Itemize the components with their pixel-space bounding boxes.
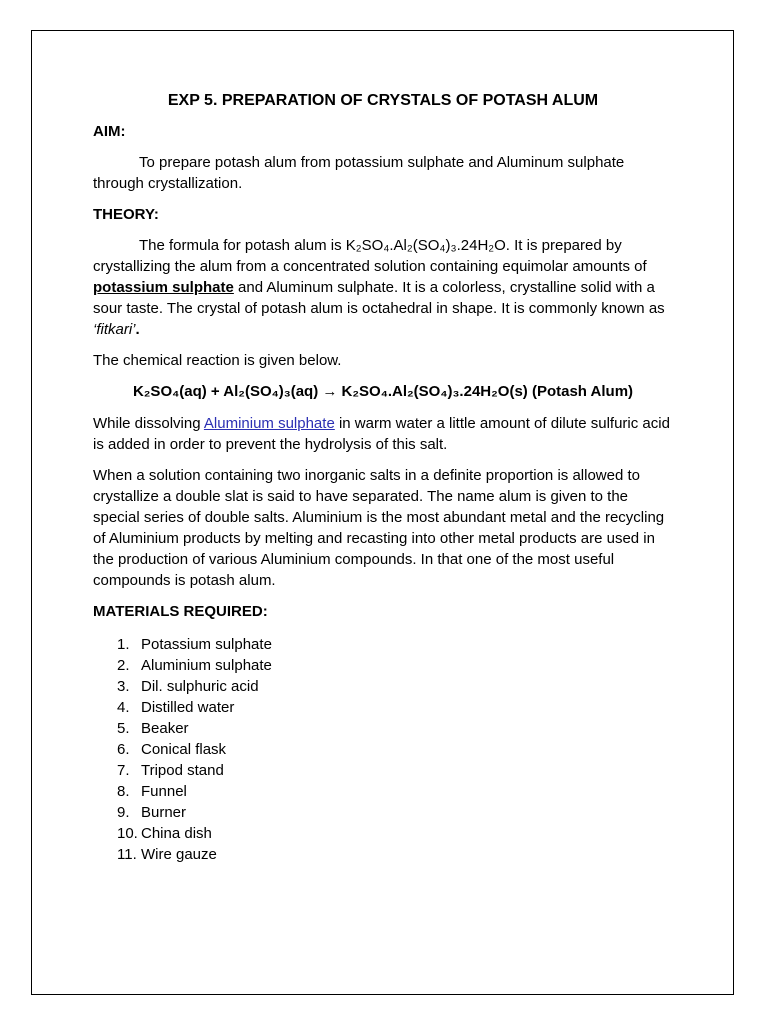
list-item-number: 7. xyxy=(117,762,130,779)
list-item-number: 8. xyxy=(117,783,130,800)
list-item-label: Distilled water xyxy=(141,699,235,716)
potash-alum-formula: K₂SO₄.Al₂(SO₄)₃.24H₂O xyxy=(345,237,506,254)
theory-text-b: . It is prepared by crystallizing the alum from a concentrated solution containing equimolar amounts of xyxy=(93,237,647,275)
potassium-sulphate-link[interactable]: potassium sulphate xyxy=(93,279,234,296)
list-item xyxy=(93,844,673,865)
list-item xyxy=(93,634,673,655)
list-item-label: Conical flask xyxy=(141,741,227,758)
list-item xyxy=(93,781,673,802)
theory-text-c: and Aluminum sulphate. It is a colorless, crystalline solid with a sour taste. The crystal of potash alum is octahedral in shape. It is commonly known as xyxy=(93,279,665,317)
document-body xyxy=(93,90,673,865)
theory-text-a: The formula for potash alum is xyxy=(139,237,346,254)
list-item-number: 11. xyxy=(117,846,137,863)
materials-heading: MATERIALS REQUIRED: xyxy=(93,603,268,620)
list-item-label: Burner xyxy=(141,804,187,821)
list-item-label: China dish xyxy=(141,825,212,842)
fitkari-term: ‘fitkari’ xyxy=(93,321,136,338)
list-item-label: Potassium sulphate xyxy=(141,636,272,653)
theory-paragraph-1 xyxy=(93,235,673,340)
theory-p2-text-b: in warm water a little amount of dilute sulfuric acid is added in order to prevent the hydrolysis of this salt. xyxy=(93,415,670,453)
list-item xyxy=(93,697,673,718)
list-item xyxy=(93,655,673,676)
theory-heading: THEORY: xyxy=(93,206,159,223)
page-title: EXP 5. PREPARATION OF CRYSTALS OF POTASH ALUM xyxy=(167,92,599,109)
list-item-number: 1. xyxy=(117,636,130,653)
chemical-reaction: K₂SO₄(aq) + Al₂(SO₄)₃(aq) → K₂SO₄.Al₂(SO₄)₃.24H₂O(s) (Potash Alum) xyxy=(132,383,634,400)
theory-paragraph-3: When a solution containing two inorganic salts in a definite proportion is allowed to crystallize a double slat is said to have separated. The name alum is given to the special series of double salts. Aluminium is the most abundant metal and the recycling of Aluminium products by melting and recasting into other metal products are used in the production of various Aluminium compounds. In that one of the most useful compounds is potash alum. xyxy=(93,467,665,589)
materials-list xyxy=(93,634,673,865)
list-item-number: 10. xyxy=(117,825,138,842)
theory-paragraph-2 xyxy=(93,413,673,455)
list-item-number: 4. xyxy=(117,699,130,716)
aluminium-sulphate-link[interactable]: Aluminium sulphate xyxy=(203,415,335,432)
theory-p2-text-a: While dissolving xyxy=(93,415,204,432)
list-item-label: Tripod stand xyxy=(141,762,224,779)
list-item-number: 2. xyxy=(117,657,130,674)
list-item xyxy=(93,739,673,760)
list-item xyxy=(93,676,673,697)
list-item-label: Aluminium sulphate xyxy=(141,657,272,674)
list-item-number: 3. xyxy=(117,678,130,695)
list-item-number: 6. xyxy=(117,741,130,758)
list-item-label: Dil. sulphuric acid xyxy=(141,678,259,695)
list-item xyxy=(93,802,673,823)
list-item-label: Beaker xyxy=(141,720,189,737)
list-item-number: 9. xyxy=(117,804,130,821)
list-item xyxy=(93,760,673,781)
list-item-number: 5. xyxy=(117,720,130,737)
list-item xyxy=(93,718,673,739)
aim-text: To prepare potash alum from potassium sulphate and Aluminum sulphate through crystallization. xyxy=(93,154,625,192)
aim-heading: AIM: xyxy=(93,123,126,140)
list-item-label: Wire gauze xyxy=(141,846,217,863)
list-item xyxy=(93,823,673,844)
list-item-label: Funnel xyxy=(141,783,187,800)
reaction-intro: The chemical reaction is given below. xyxy=(93,352,342,369)
theory-text-d: . xyxy=(135,321,140,338)
